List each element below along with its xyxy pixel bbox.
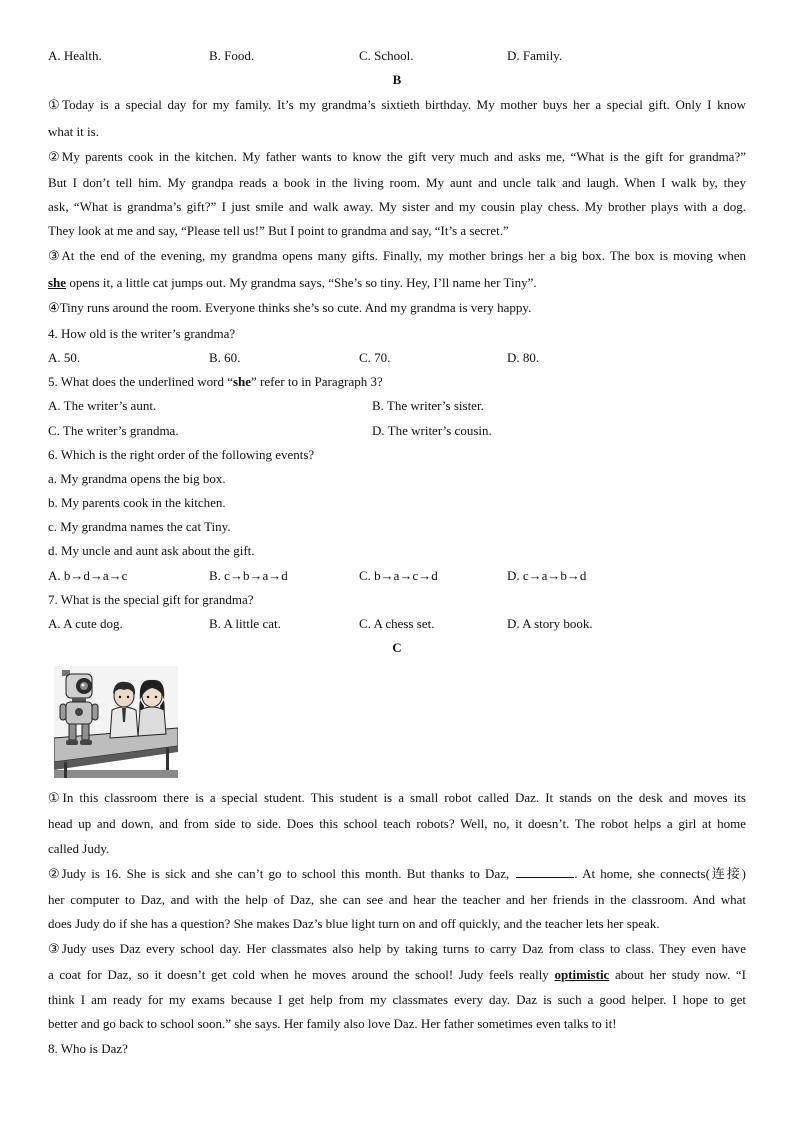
passage-c-p3-line4: better and go back to school soon.” she says. Her family also love Daz. Her father sometimes even talks to it! [48, 1016, 617, 1031]
q6-option-b: B. c→b→a→d [209, 568, 288, 583]
passage-c-p3-line2-post: about her study now. “I [609, 967, 747, 982]
q6-event-b: b. My parents cook in the kitchen. [48, 495, 226, 510]
q7-option-a: A. A cute dog. [48, 616, 123, 631]
q5-option-d: D. The writer’s cousin. [372, 423, 492, 438]
passage-c-p1-line1: ①In this classroom there is a special student. This student is a small robot called Daz. It stands on the desk and moves its [48, 790, 746, 805]
q7-stem: 7. What is the special gift for grandma? [48, 592, 254, 607]
q6-option-a: A. b→d→a→c [48, 568, 128, 583]
q7-option-c: C. A chess set. [359, 616, 435, 631]
q5-option-b: B. The writer’s sister. [372, 398, 484, 413]
passage-c-p1-line2: head up and down, and from side to side. Does this school teach robots? Well, no, it doesn’t. The robot helps a girl at home [48, 816, 746, 831]
q8-stem: 8. Who is Daz? [48, 1041, 128, 1056]
passage-c-p3-line2-pre: a coat for Daz, so it doesn’t get cold when he moves around the school! Judy feels really [48, 967, 555, 982]
q4-stem: 4. How old is the writer’s grandma? [48, 326, 236, 341]
passage-b-p3-line2-rest: opens it, a little cat jumps out. My grandma says, “She’s so tiny. Hey, I’ll name her Tiny”. [66, 275, 537, 290]
passage-b-p2-line4: They look at me and say, “Please tell us!” But I point to grandma and say, “It’s a secret.” [48, 223, 509, 238]
q6-event-a: a. My grandma opens the big box. [48, 471, 226, 486]
q3-option-a: A. Health. [48, 48, 102, 63]
q7-option-b: B. A little cat. [209, 616, 281, 631]
passage-b-p4: ④Tiny runs around the room. Everyone thinks she’s so cute. And my grandma is very happy. [48, 300, 532, 315]
passage-b-p1-line2: what it is. [48, 124, 99, 139]
passage-c-p3-line1: ③Judy uses Daz every school day. Her classmates also help by taking turns to carry Daz from class to class. They even have [48, 941, 746, 956]
section-b-title: B [392, 72, 402, 87]
q4-option-a: A. 50. [48, 350, 81, 365]
underlined-word-she: she [48, 275, 67, 290]
q5-option-a: A. The writer’s aunt. [48, 398, 157, 413]
q5-stem-pre: 5. What does the underlined word “ [48, 374, 233, 389]
q6-event-c: c. My grandma names the cat Tiny. [48, 519, 231, 534]
passage-b-p1-line1: ①Today is a special day for my family. It’s my grandma’s sixtieth birthday. My mother buys her a special gift. Only I know [48, 97, 746, 112]
q3-option-c: C. School. [359, 48, 414, 63]
q5-option-c: C. The writer’s grandma. [48, 423, 179, 438]
q3-option-d: D. Family. [507, 48, 563, 63]
passage-c-p2-line2: her computer to Daz, and with the help of Daz, she can see and hear the teacher and her friends in the classroom. And what [48, 892, 746, 907]
q4-option-d: D. 80. [507, 350, 540, 365]
passage-c-p2-line1-post: . At home, she connects(连接) [574, 866, 746, 881]
passage-b-p2-line2: But I don’t tell him. My grandpa reads a book in the living room. My aunt and uncle talk and laugh. When I walk by, they [48, 175, 746, 190]
q4-option-b: B. 60. [209, 350, 241, 365]
robot-classroom-illustration [54, 666, 178, 778]
passage-c-p1-line3: called Judy. [48, 841, 110, 856]
section-c-title: C [392, 640, 402, 655]
passage-c-p2-line3: does Judy do if she has a question? She makes Daz’s blue light turn on and off quickly, and the teacher lets her speak. [48, 916, 660, 931]
q6-option-c: C. b→a→c→d [359, 568, 438, 583]
q4-option-c: C. 70. [359, 350, 391, 365]
passage-b-p3-line1: ③At the end of the evening, my grandma opens many gifts. Finally, my mother brings her a big box. The box is moving when [48, 248, 746, 263]
q6-event-d: d. My uncle and aunt ask about the gift. [48, 543, 255, 558]
q7-option-d: D. A story book. [507, 616, 593, 631]
answer-blank[interactable] [516, 866, 574, 878]
passage-c-p3-line3: think I am ready for my exams because I get help from my classmates every day. Daz is such a good helper. I hope to get [48, 992, 746, 1007]
passage-b-p3-line2 [48, 275, 537, 291]
q3-option-b: B. Food. [209, 48, 255, 63]
passage-b-p2-line1: ②My parents cook in the kitchen. My father wants to know the gift very much and asks me, “What is the gift for grandma?” [48, 149, 746, 164]
underlined-word-optimistic: optimistic [554, 967, 610, 982]
q6-option-d: D. c→a→b→d [507, 568, 587, 583]
passage-c-p2-line1 [48, 866, 746, 882]
q5-stem-word: she [232, 374, 252, 389]
q6-stem: 6. Which is the right order of the following events? [48, 447, 315, 462]
passage-b-p2-line3: ask, “What is grandma’s gift?” I just smile and walk away. My sister and my cousin play chess. My brother plays with a dog. [48, 199, 746, 214]
passage-c-p3-line2 [48, 967, 746, 983]
q5-stem-post: ” refer to in Paragraph 3? [251, 374, 383, 389]
q5-stem [48, 374, 383, 390]
passage-c-p2-line1-pre: ②Judy is 16. She is sick and she can’t go to school this month. But thanks to Daz, [48, 866, 515, 881]
